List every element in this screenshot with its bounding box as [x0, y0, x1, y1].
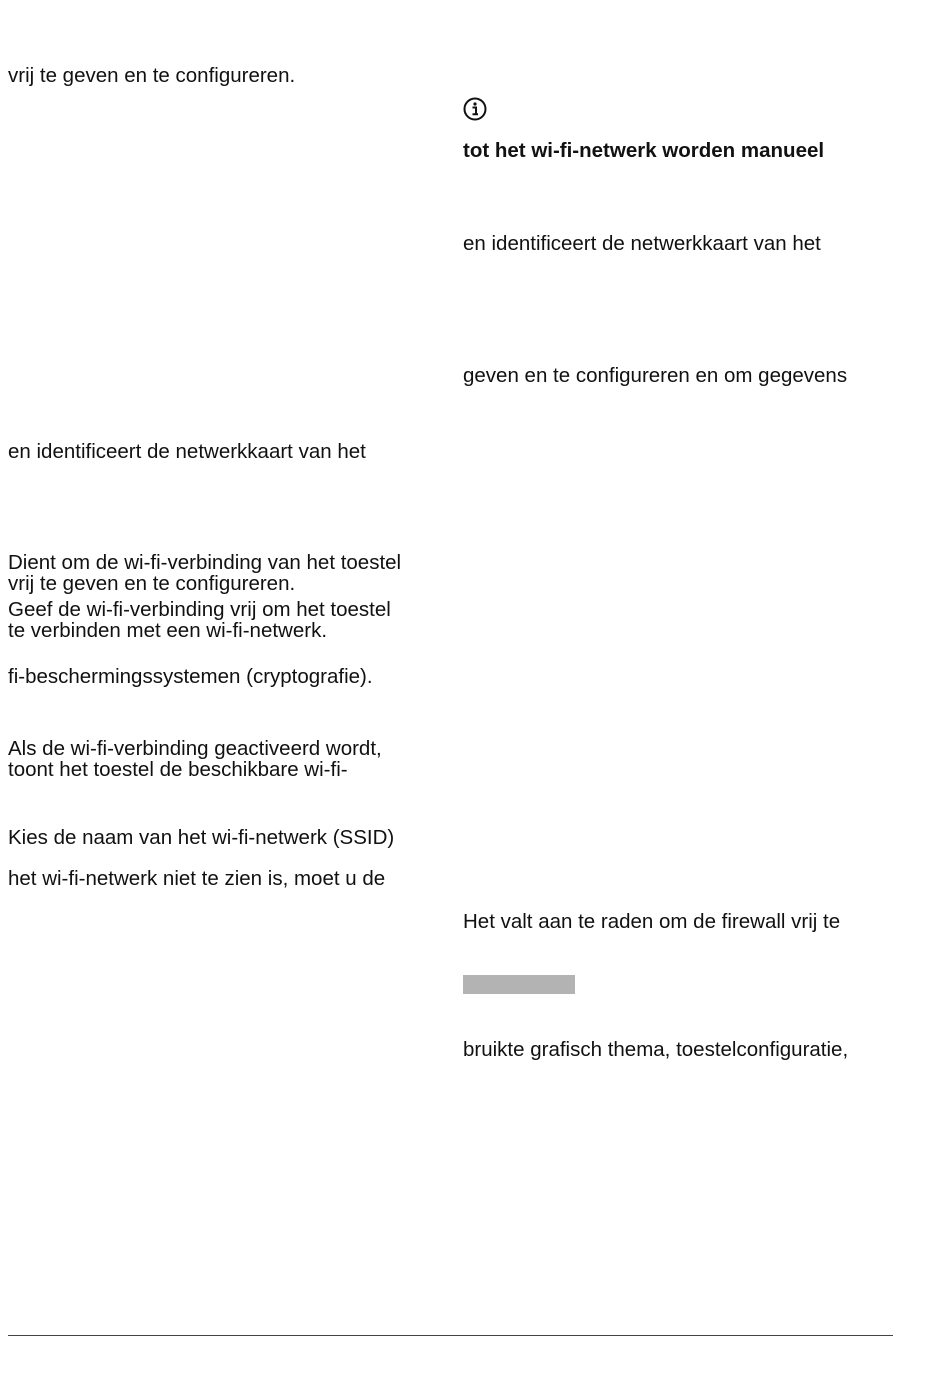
right-text-line: bruikte grafisch thema, toestelconfiguratie,	[463, 1038, 849, 1061]
left-text-line: het wi-fi-netwerk niet te zien is, moet u de	[8, 867, 386, 890]
left-text-line: Dient om de wi-fi-verbinding van het toestel	[8, 551, 402, 574]
gray-bar	[463, 975, 575, 994]
left-text-line: toont het toestel de beschikbare wi-fi-	[8, 758, 348, 781]
left-text-line: te verbinden met een wi-fi-netwerk.	[8, 619, 328, 642]
left-text-line: fi-beschermingssystemen (cryptografie).	[8, 665, 373, 688]
footer-rule	[8, 1335, 893, 1336]
right-text-line: Het valt aan te raden om de firewall vrij te	[463, 910, 841, 933]
left-text-line: en identificeert de netwerkkaart van het	[8, 440, 366, 463]
right-text-line: en identificeert de netwerkkaart van het	[463, 232, 821, 255]
info-icon	[463, 97, 487, 121]
left-text-line: Geef de wi-fi-verbinding vrij om het toestel	[8, 598, 391, 621]
left-text-line: vrij te geven en te configureren.	[8, 572, 296, 595]
right-bold-line: tot het wi-fi-netwerk worden manueel	[463, 139, 825, 162]
left-text-line: Kies de naam van het wi-fi-netwerk (SSID)	[8, 826, 395, 849]
left-text-line: vrij te geven en te configureren.	[8, 64, 296, 87]
left-text-line: Als de wi-fi-verbinding geactiveerd wordt,	[8, 737, 382, 760]
right-text-line: geven en te configureren en om gegevens	[463, 364, 848, 387]
